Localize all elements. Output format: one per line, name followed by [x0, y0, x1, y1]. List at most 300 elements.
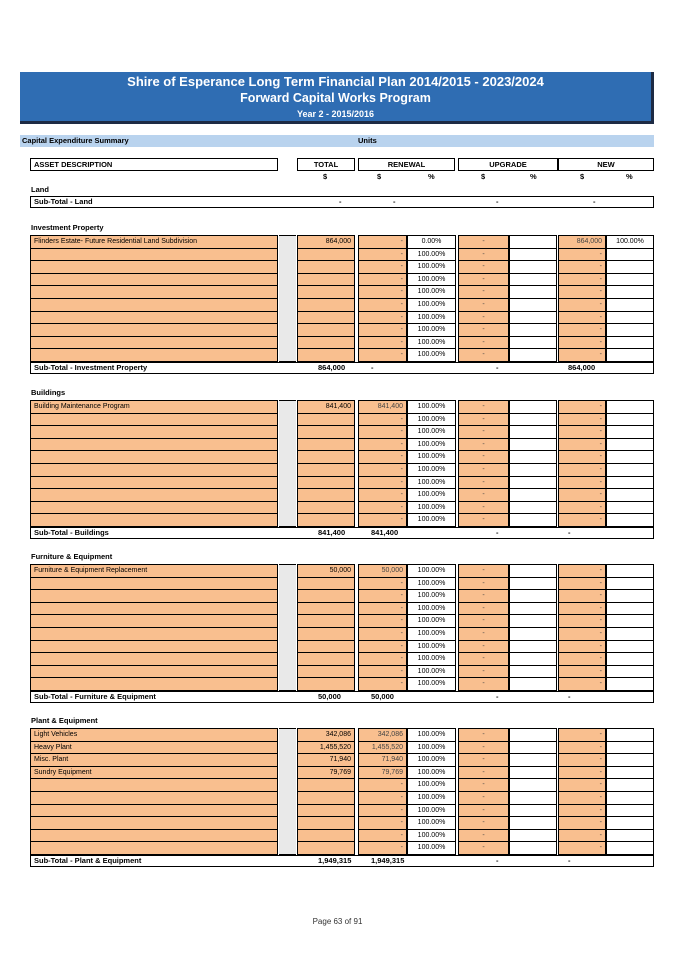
- units-label: Units: [358, 136, 377, 145]
- renewal-amount-cell: -: [358, 336, 407, 350]
- new-pct-cell: [606, 652, 654, 666]
- total-cell: [297, 336, 355, 350]
- asset-description-cell: [30, 476, 278, 490]
- total-cell: [297, 450, 355, 464]
- renewal-pct-cell: 0.00%: [407, 235, 456, 249]
- renewal-pct-cell: 100.00%: [407, 463, 456, 477]
- new-pct-cell: [606, 753, 654, 767]
- summary-label: Capital Expenditure Summary: [22, 136, 129, 145]
- asset-description-cell: [30, 652, 278, 666]
- new-amount-cell: -: [558, 248, 606, 262]
- land-subtotal-total: -: [339, 197, 342, 206]
- upgrade-pct-cell: [509, 602, 557, 616]
- upgrade-pct-cell: [509, 463, 557, 477]
- new-amount-cell: -: [558, 627, 606, 641]
- asset-description-cell: [30, 438, 278, 452]
- total-cell: [297, 791, 355, 805]
- new-pct-cell: [606, 501, 654, 515]
- asset-description-cell: [30, 425, 278, 439]
- upgrade-amount-cell: -: [458, 665, 509, 679]
- upgrade-pct-cell: [509, 841, 557, 855]
- renewal-pct-cell: 100.00%: [407, 766, 456, 780]
- upgrade-pct-cell: [509, 413, 557, 427]
- new-amount-cell: -: [558, 298, 606, 312]
- renewal-amount-cell: -: [358, 348, 407, 362]
- asset-description-cell: [30, 602, 278, 616]
- upgrade-amount-cell: -: [458, 450, 509, 464]
- new-amount-cell: -: [558, 463, 606, 477]
- new-pct-cell: [606, 602, 654, 616]
- new-amount-cell: -: [558, 640, 606, 654]
- asset-description-cell: [30, 298, 278, 312]
- asset-description-cell: [30, 273, 278, 287]
- renewal-pct-cell: 100.00%: [407, 298, 456, 312]
- renewal-amount-cell: -: [358, 501, 407, 515]
- total-cell: [297, 841, 355, 855]
- renewal-amount-cell: 71,940: [358, 753, 407, 767]
- renewal-pct-cell: 100.00%: [407, 323, 456, 337]
- total-cell: [297, 602, 355, 616]
- upgrade-pct-cell: [509, 766, 557, 780]
- page-number: Page 63 of 91: [312, 917, 363, 926]
- asset-description-cell: Furniture & Equipment Replacement: [30, 564, 278, 578]
- subtotal-upgrade: -: [496, 528, 499, 537]
- upgrade-pct-cell: [509, 791, 557, 805]
- renewal-pct-cell: 100.00%: [407, 413, 456, 427]
- subtotal-total: 1,949,315: [318, 856, 352, 865]
- subtotal-label: Sub-Total - Investment Property: [34, 363, 148, 372]
- upgrade-amount-cell: -: [458, 816, 509, 830]
- upgrade-pct-cell: [509, 425, 557, 439]
- asset-description-cell: Misc. Plant: [30, 753, 278, 767]
- upgrade-pct-cell: [509, 273, 557, 287]
- subtotal-label: Sub-Total - Buildings: [34, 528, 109, 537]
- new-pct-cell: [606, 488, 654, 502]
- renewal-pct-cell: 100.00%: [407, 640, 456, 654]
- new-pct-cell: [606, 728, 654, 742]
- asset-description-cell: [30, 804, 278, 818]
- new-amount-cell: -: [558, 778, 606, 792]
- upgrade-pct-cell: [509, 728, 557, 742]
- subtotal-upgrade: -: [496, 692, 499, 701]
- new-pct-cell: [606, 425, 654, 439]
- renewal-pct-cell: 100.00%: [407, 652, 456, 666]
- section-heading: Investment Property: [31, 223, 104, 232]
- asset-description-cell: Sundry Equipment: [30, 766, 278, 780]
- upgrade-amount-cell: -: [458, 311, 509, 325]
- asset-description-cell: [30, 816, 278, 830]
- upgrade-amount-cell: -: [458, 476, 509, 490]
- upgrade-amount-cell: -: [458, 248, 509, 262]
- new-amount-cell: -: [558, 323, 606, 337]
- renewal-amount-cell: -: [358, 829, 407, 843]
- upgrade-amount-cell: -: [458, 829, 509, 843]
- renewal-pct-cell: 100.00%: [407, 753, 456, 767]
- upgrade-pct-cell: [509, 816, 557, 830]
- renewal-pct-cell: 100.00%: [407, 577, 456, 591]
- upgrade-pct-cell: [509, 488, 557, 502]
- renewal-amount-cell: 342,086: [358, 728, 407, 742]
- subtotal-total: 864,000: [318, 363, 346, 372]
- asset-description-cell: Building Maintenance Program: [30, 400, 278, 414]
- new-amount-cell: -: [558, 488, 606, 502]
- new-amount-cell: -: [558, 400, 606, 414]
- renewal-pct-cell: 100.00%: [407, 829, 456, 843]
- asset-description-cell: [30, 248, 278, 262]
- total-cell: [297, 463, 355, 477]
- renewal-amount-cell: -: [358, 589, 407, 603]
- renewal-pct-cell: 100.00%: [407, 665, 456, 679]
- col-new: NEW: [558, 158, 654, 171]
- total-cell: [297, 260, 355, 274]
- new-pct-cell: [606, 323, 654, 337]
- total-cell: [297, 589, 355, 603]
- new-pct-cell: [606, 627, 654, 641]
- new-amount-cell: -: [558, 564, 606, 578]
- asset-description-cell: [30, 677, 278, 691]
- asset-description-cell: [30, 260, 278, 274]
- upgrade-pct-cell: [509, 501, 557, 515]
- renewal-unit: $: [377, 172, 382, 181]
- renewal-pct-cell: 100.00%: [407, 273, 456, 287]
- renewal-pct-cell: 100.00%: [407, 513, 456, 527]
- asset-description-cell: Flinders Estate- Future Residential Land Subdivision: [30, 235, 278, 249]
- upgrade-amount-cell: -: [458, 425, 509, 439]
- upgrade-amount-cell: -: [458, 640, 509, 654]
- section-heading: Plant & Equipment: [31, 716, 98, 725]
- new-pct-cell: [606, 311, 654, 325]
- upgrade-pct-cell: [509, 285, 557, 299]
- subtotal-upgrade: -: [496, 363, 499, 372]
- asset-description-cell: [30, 778, 278, 792]
- renewal-pct-cell: 100.00%: [407, 741, 456, 755]
- new-amount-cell: -: [558, 513, 606, 527]
- total-cell: [297, 323, 355, 337]
- renewal-amount-cell: 50,000: [358, 564, 407, 578]
- section-heading: Buildings: [31, 388, 66, 397]
- upgrade-amount-cell: -: [458, 298, 509, 312]
- asset-description-cell: [30, 285, 278, 299]
- asset-description-cell: [30, 791, 278, 805]
- renewal-pct-cell: 100.00%: [407, 438, 456, 452]
- asset-description-cell: Heavy Plant: [30, 741, 278, 755]
- new-amount-cell: -: [558, 665, 606, 679]
- new-pct-cell: 100.00%: [606, 235, 654, 249]
- upgrade-pct-cell: [509, 298, 557, 312]
- total-cell: 342,086: [297, 728, 355, 742]
- renewal-amount-cell: -: [358, 665, 407, 679]
- total-cell: [297, 348, 355, 362]
- renewal-pct-cell: 100.00%: [407, 450, 456, 464]
- new-pct-cell: [606, 438, 654, 452]
- upgrade-amount-cell: -: [458, 463, 509, 477]
- new-amount-cell: -: [558, 285, 606, 299]
- upgrade-pct-cell: [509, 577, 557, 591]
- asset-description-cell: [30, 577, 278, 591]
- new-pct-unit: %: [626, 172, 633, 181]
- report-title-banner: [20, 72, 654, 124]
- upgrade-amount-cell: -: [458, 741, 509, 755]
- new-pct-cell: [606, 285, 654, 299]
- new-pct-cell: [606, 791, 654, 805]
- upgrade-amount-cell: -: [458, 400, 509, 414]
- upgrade-pct-cell: [509, 513, 557, 527]
- upgrade-amount-cell: -: [458, 501, 509, 515]
- renewal-amount-cell: -: [358, 298, 407, 312]
- renewal-pct-cell: 100.00%: [407, 285, 456, 299]
- subtotal-total: 841,400: [318, 528, 346, 537]
- total-cell: [297, 513, 355, 527]
- upgrade-pct-cell: [509, 400, 557, 414]
- new-amount-cell: -: [558, 791, 606, 805]
- new-amount-cell: -: [558, 348, 606, 362]
- upgrade-amount-cell: -: [458, 323, 509, 337]
- asset-description-cell: [30, 640, 278, 654]
- col-renewal: RENEWAL: [358, 158, 455, 171]
- subtotal-renewal: 841,400: [371, 528, 399, 537]
- upgrade-pct-cell: [509, 235, 557, 249]
- renewal-pct-cell: 100.00%: [407, 589, 456, 603]
- total-cell: [297, 438, 355, 452]
- col-asset-description: ASSET DESCRIPTION: [30, 158, 278, 171]
- upgrade-pct-cell: [509, 564, 557, 578]
- asset-description-cell: [30, 413, 278, 427]
- new-amount-cell: -: [558, 614, 606, 628]
- new-amount-cell: -: [558, 336, 606, 350]
- asset-description-cell: [30, 614, 278, 628]
- report-year: Year 2 - 2015/2016: [296, 109, 375, 119]
- new-pct-cell: [606, 400, 654, 414]
- new-pct-cell: [606, 513, 654, 527]
- renewal-amount-cell: -: [358, 273, 407, 287]
- renewal-pct-cell: 100.00%: [407, 311, 456, 325]
- renewal-pct-cell: 100.00%: [407, 602, 456, 616]
- upgrade-pct-cell: [509, 804, 557, 818]
- upgrade-amount-cell: -: [458, 589, 509, 603]
- total-cell: [297, 476, 355, 490]
- new-pct-cell: [606, 741, 654, 755]
- upgrade-pct-cell: [509, 311, 557, 325]
- asset-description-cell: [30, 627, 278, 641]
- total-cell: [297, 804, 355, 818]
- renewal-amount-cell: -: [358, 450, 407, 464]
- new-pct-cell: [606, 413, 654, 427]
- upgrade-pct-cell: [509, 778, 557, 792]
- new-amount-cell: -: [558, 273, 606, 287]
- upgrade-pct-cell: [509, 652, 557, 666]
- subtotal-total: 50,000: [318, 692, 341, 701]
- new-pct-cell: [606, 841, 654, 855]
- new-amount-cell: -: [558, 804, 606, 818]
- asset-description-cell: [30, 841, 278, 855]
- new-amount-cell: -: [558, 438, 606, 452]
- upgrade-amount-cell: -: [458, 602, 509, 616]
- renewal-amount-cell: -: [358, 816, 407, 830]
- renewal-pct-cell: 100.00%: [407, 804, 456, 818]
- subtotal-renewal: 1,949,315: [371, 856, 405, 865]
- total-cell: 1,455,520: [297, 741, 355, 755]
- new-pct-cell: [606, 665, 654, 679]
- asset-description-cell: [30, 463, 278, 477]
- total-cell: 841,400: [297, 400, 355, 414]
- upgrade-amount-cell: -: [458, 804, 509, 818]
- new-amount-cell: -: [558, 816, 606, 830]
- upgrade-pct-cell: [509, 476, 557, 490]
- asset-description-cell: [30, 348, 278, 362]
- upgrade-pct-cell: [509, 348, 557, 362]
- upgrade-amount-cell: -: [458, 614, 509, 628]
- renewal-amount-cell: -: [358, 614, 407, 628]
- land-subtotal-label: Sub-Total - Land: [34, 197, 93, 206]
- renewal-amount-cell: -: [358, 640, 407, 654]
- new-pct-cell: [606, 829, 654, 843]
- new-pct-cell: [606, 450, 654, 464]
- new-amount-cell: -: [558, 602, 606, 616]
- renewal-amount-cell: -: [358, 488, 407, 502]
- upgrade-amount-cell: -: [458, 348, 509, 362]
- upgrade-amount-cell: -: [458, 627, 509, 641]
- land-subtotal-new: -: [593, 197, 596, 206]
- renewal-pct-cell: 100.00%: [407, 564, 456, 578]
- upgrade-pct-unit: %: [530, 172, 537, 181]
- renewal-amount-cell: -: [358, 804, 407, 818]
- asset-description-cell: [30, 450, 278, 464]
- upgrade-pct-cell: [509, 614, 557, 628]
- asset-description-cell: [30, 829, 278, 843]
- total-cell: [297, 816, 355, 830]
- renewal-amount-cell: -: [358, 260, 407, 274]
- renewal-amount-cell: -: [358, 425, 407, 439]
- asset-description-cell: [30, 488, 278, 502]
- upgrade-pct-cell: [509, 589, 557, 603]
- total-cell: [297, 778, 355, 792]
- upgrade-amount-cell: -: [458, 235, 509, 249]
- upgrade-pct-cell: [509, 438, 557, 452]
- renewal-amount-cell: -: [358, 413, 407, 427]
- renewal-pct-cell: 100.00%: [407, 614, 456, 628]
- upgrade-amount-cell: -: [458, 841, 509, 855]
- new-amount-cell: -: [558, 311, 606, 325]
- upgrade-amount-cell: -: [458, 488, 509, 502]
- renewal-pct-cell: 100.00%: [407, 425, 456, 439]
- total-unit: $: [323, 172, 328, 181]
- renewal-amount-cell: -: [358, 652, 407, 666]
- asset-description-cell: [30, 513, 278, 527]
- renewal-amount-cell: -: [358, 791, 407, 805]
- total-cell: [297, 627, 355, 641]
- asset-description-cell: [30, 311, 278, 325]
- upgrade-unit: $: [481, 172, 486, 181]
- upgrade-pct-cell: [509, 640, 557, 654]
- report-subtitle: Forward Capital Works Program: [240, 91, 431, 105]
- new-unit: $: [580, 172, 585, 181]
- total-cell: 50,000: [297, 564, 355, 578]
- upgrade-pct-cell: [509, 323, 557, 337]
- land-subtotal-upgrade: -: [496, 197, 499, 206]
- column-gutter: [279, 400, 296, 527]
- new-pct-cell: [606, 816, 654, 830]
- renewal-amount-cell: -: [358, 513, 407, 527]
- renewal-pct-cell: 100.00%: [407, 841, 456, 855]
- renewal-pct-cell: 100.00%: [407, 728, 456, 742]
- asset-description-cell: [30, 323, 278, 337]
- new-pct-cell: [606, 614, 654, 628]
- new-amount-cell: -: [558, 652, 606, 666]
- upgrade-amount-cell: -: [458, 336, 509, 350]
- new-pct-cell: [606, 677, 654, 691]
- renewal-amount-cell: 79,769: [358, 766, 407, 780]
- renewal-pct-cell: 100.00%: [407, 260, 456, 274]
- asset-description-cell: Light Vehicles: [30, 728, 278, 742]
- column-gutter: [279, 564, 296, 691]
- renewal-amount-cell: -: [358, 778, 407, 792]
- asset-description-cell: [30, 336, 278, 350]
- renewal-pct-cell: 100.00%: [407, 791, 456, 805]
- upgrade-amount-cell: -: [458, 260, 509, 274]
- upgrade-amount-cell: -: [458, 285, 509, 299]
- section-subtotal-row: [30, 691, 654, 703]
- renewal-amount-cell: -: [358, 438, 407, 452]
- new-amount-cell: -: [558, 677, 606, 691]
- total-cell: [297, 614, 355, 628]
- new-pct-cell: [606, 273, 654, 287]
- new-amount-cell: -: [558, 728, 606, 742]
- upgrade-amount-cell: -: [458, 652, 509, 666]
- new-amount-cell: -: [558, 829, 606, 843]
- subtotal-renewal: 50,000: [371, 692, 394, 701]
- land-subtotal-row: [30, 196, 654, 208]
- col-upgrade: UPGRADE: [458, 158, 558, 171]
- upgrade-pct-cell: [509, 741, 557, 755]
- renewal-amount-cell: -: [358, 841, 407, 855]
- land-heading: Land: [31, 185, 49, 194]
- upgrade-pct-cell: [509, 829, 557, 843]
- renewal-amount-cell: -: [358, 311, 407, 325]
- new-pct-cell: [606, 640, 654, 654]
- asset-description-cell: [30, 665, 278, 679]
- section-subtotal-row: [30, 527, 654, 539]
- section-subtotal-row: [30, 362, 654, 374]
- new-amount-cell: 864,000: [558, 235, 606, 249]
- subtotal-new: 864,000: [568, 363, 596, 372]
- subtotal-new: -: [568, 692, 571, 701]
- new-amount-cell: -: [558, 450, 606, 464]
- upgrade-amount-cell: -: [458, 438, 509, 452]
- new-pct-cell: [606, 577, 654, 591]
- upgrade-pct-cell: [509, 677, 557, 691]
- column-gutter: [279, 728, 296, 855]
- upgrade-amount-cell: -: [458, 413, 509, 427]
- upgrade-amount-cell: -: [458, 577, 509, 591]
- upgrade-amount-cell: -: [458, 564, 509, 578]
- total-cell: [297, 248, 355, 262]
- new-pct-cell: [606, 463, 654, 477]
- subtotal-new: -: [568, 528, 571, 537]
- renewal-pct-cell: 100.00%: [407, 501, 456, 515]
- total-cell: [297, 577, 355, 591]
- renewal-pct-cell: 100.00%: [407, 778, 456, 792]
- upgrade-amount-cell: -: [458, 791, 509, 805]
- renewal-pct-cell: 100.00%: [407, 488, 456, 502]
- new-amount-cell: -: [558, 753, 606, 767]
- new-amount-cell: -: [558, 260, 606, 274]
- upgrade-amount-cell: -: [458, 766, 509, 780]
- new-amount-cell: -: [558, 766, 606, 780]
- total-cell: [297, 273, 355, 287]
- renewal-amount-cell: -: [358, 285, 407, 299]
- upgrade-amount-cell: -: [458, 273, 509, 287]
- new-amount-cell: -: [558, 476, 606, 490]
